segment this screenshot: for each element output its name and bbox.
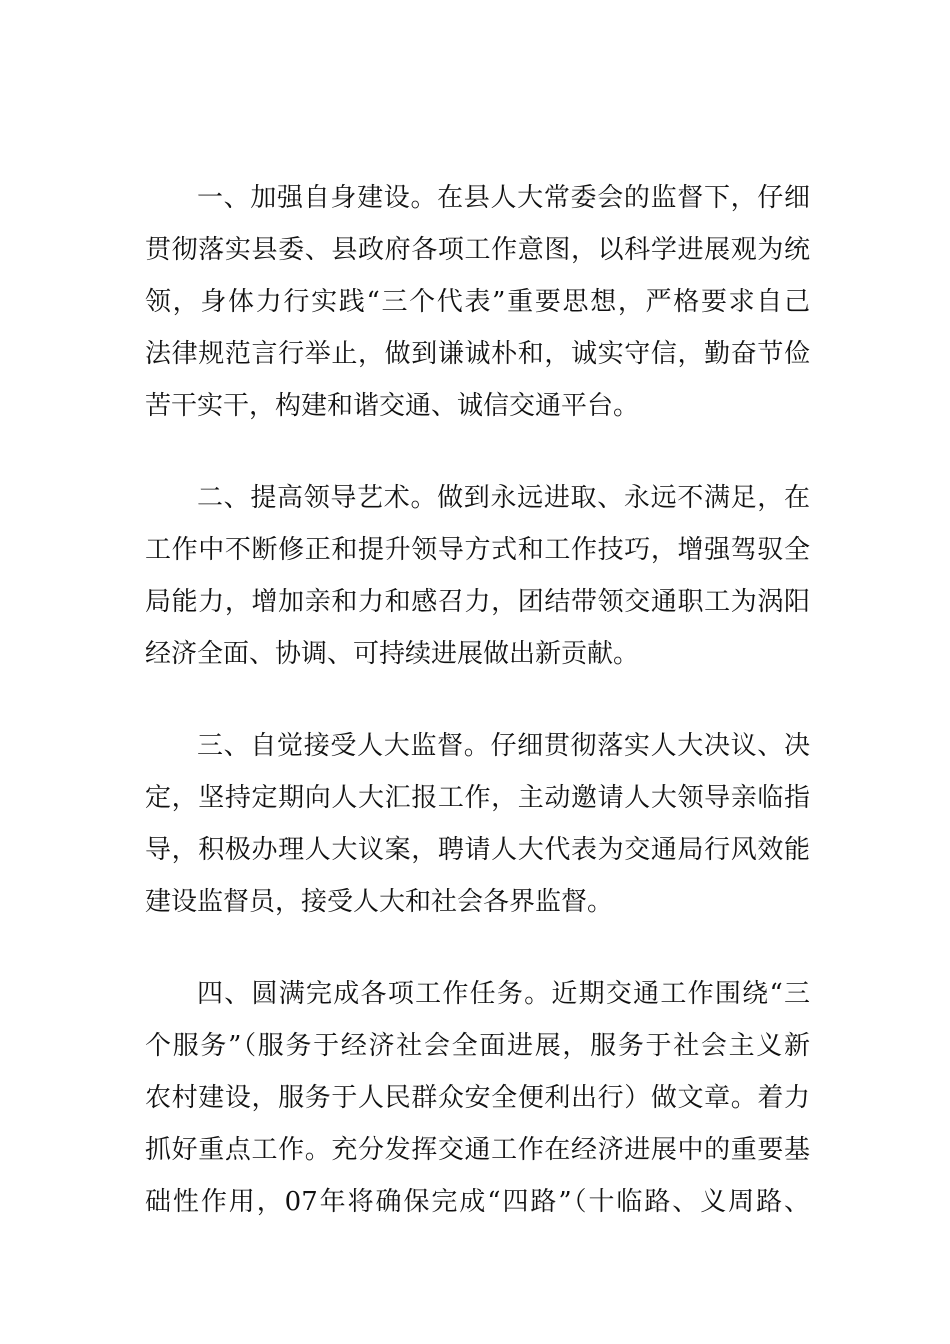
paragraph-line: 贯彻落实县委、县政府各项工作意图，以科学进展观为统 (145, 235, 810, 265)
paragraph-line: 二、提高领导艺术。做到永远进取、永远不满足，在 (197, 483, 810, 513)
paragraph-line: 导，积极办理人大议案，聘请人大代表为交通局行风效能 (145, 835, 810, 865)
paragraph-npc-supervision (145, 720, 810, 928)
paragraph-line: 三、自觉接受人大监督。仔细贯彻落实人大决议、决 (197, 731, 810, 761)
paragraph-line: 四、圆满完成各项工作任务。近期交通工作围绕“三 (197, 979, 810, 1009)
paragraph-self-construction (145, 172, 810, 432)
paragraph-line: 领，身体力行实践“三个代表”重要思想，严格要求自己 (145, 287, 810, 317)
paragraph-line: 定，坚持定期向人大汇报工作，主动邀请人大领导亲临指 (145, 783, 810, 813)
paragraph-leadership-art (145, 472, 810, 680)
paragraph-line: 抓好重点工作。充分发挥交通工作在经济进展中的重要基 (145, 1135, 810, 1165)
paragraph-line: 个服务”（服务于经济社会全面进展，服务于社会主义新 (145, 1031, 810, 1061)
paragraph-line: 苦干实干，构建和谐交通、诚信交通平台。 (145, 391, 640, 421)
paragraph-line: 工作中不断修正和提升领导方式和工作技巧，增强驾驭全 (145, 535, 810, 565)
paragraph-line: 建设监督员，接受人大和社会各界监督。 (145, 887, 614, 917)
paragraph-line: 一、加强自身建设。在县人大常委会的监督下，仔细 (197, 183, 810, 213)
paragraph-line: 法律规范言行举止，做到谦诚朴和，诚实守信，勤奋节俭 (145, 339, 810, 369)
paragraph-line: 局能力，增加亲和力和感召力，团结带领交通职工为涡阳 (145, 587, 810, 617)
paragraph-work-tasks (145, 968, 810, 1228)
paragraph-line: 农村建设，服务于人民群众安全便利出行）做文章。着力 (145, 1083, 810, 1113)
paragraph-line: 础性作用，07年将确保完成“四路”（十临路、义周路、 (145, 1187, 810, 1217)
paragraph-line: 经济全面、协调、可持续进展做出新贡献。 (145, 639, 640, 669)
